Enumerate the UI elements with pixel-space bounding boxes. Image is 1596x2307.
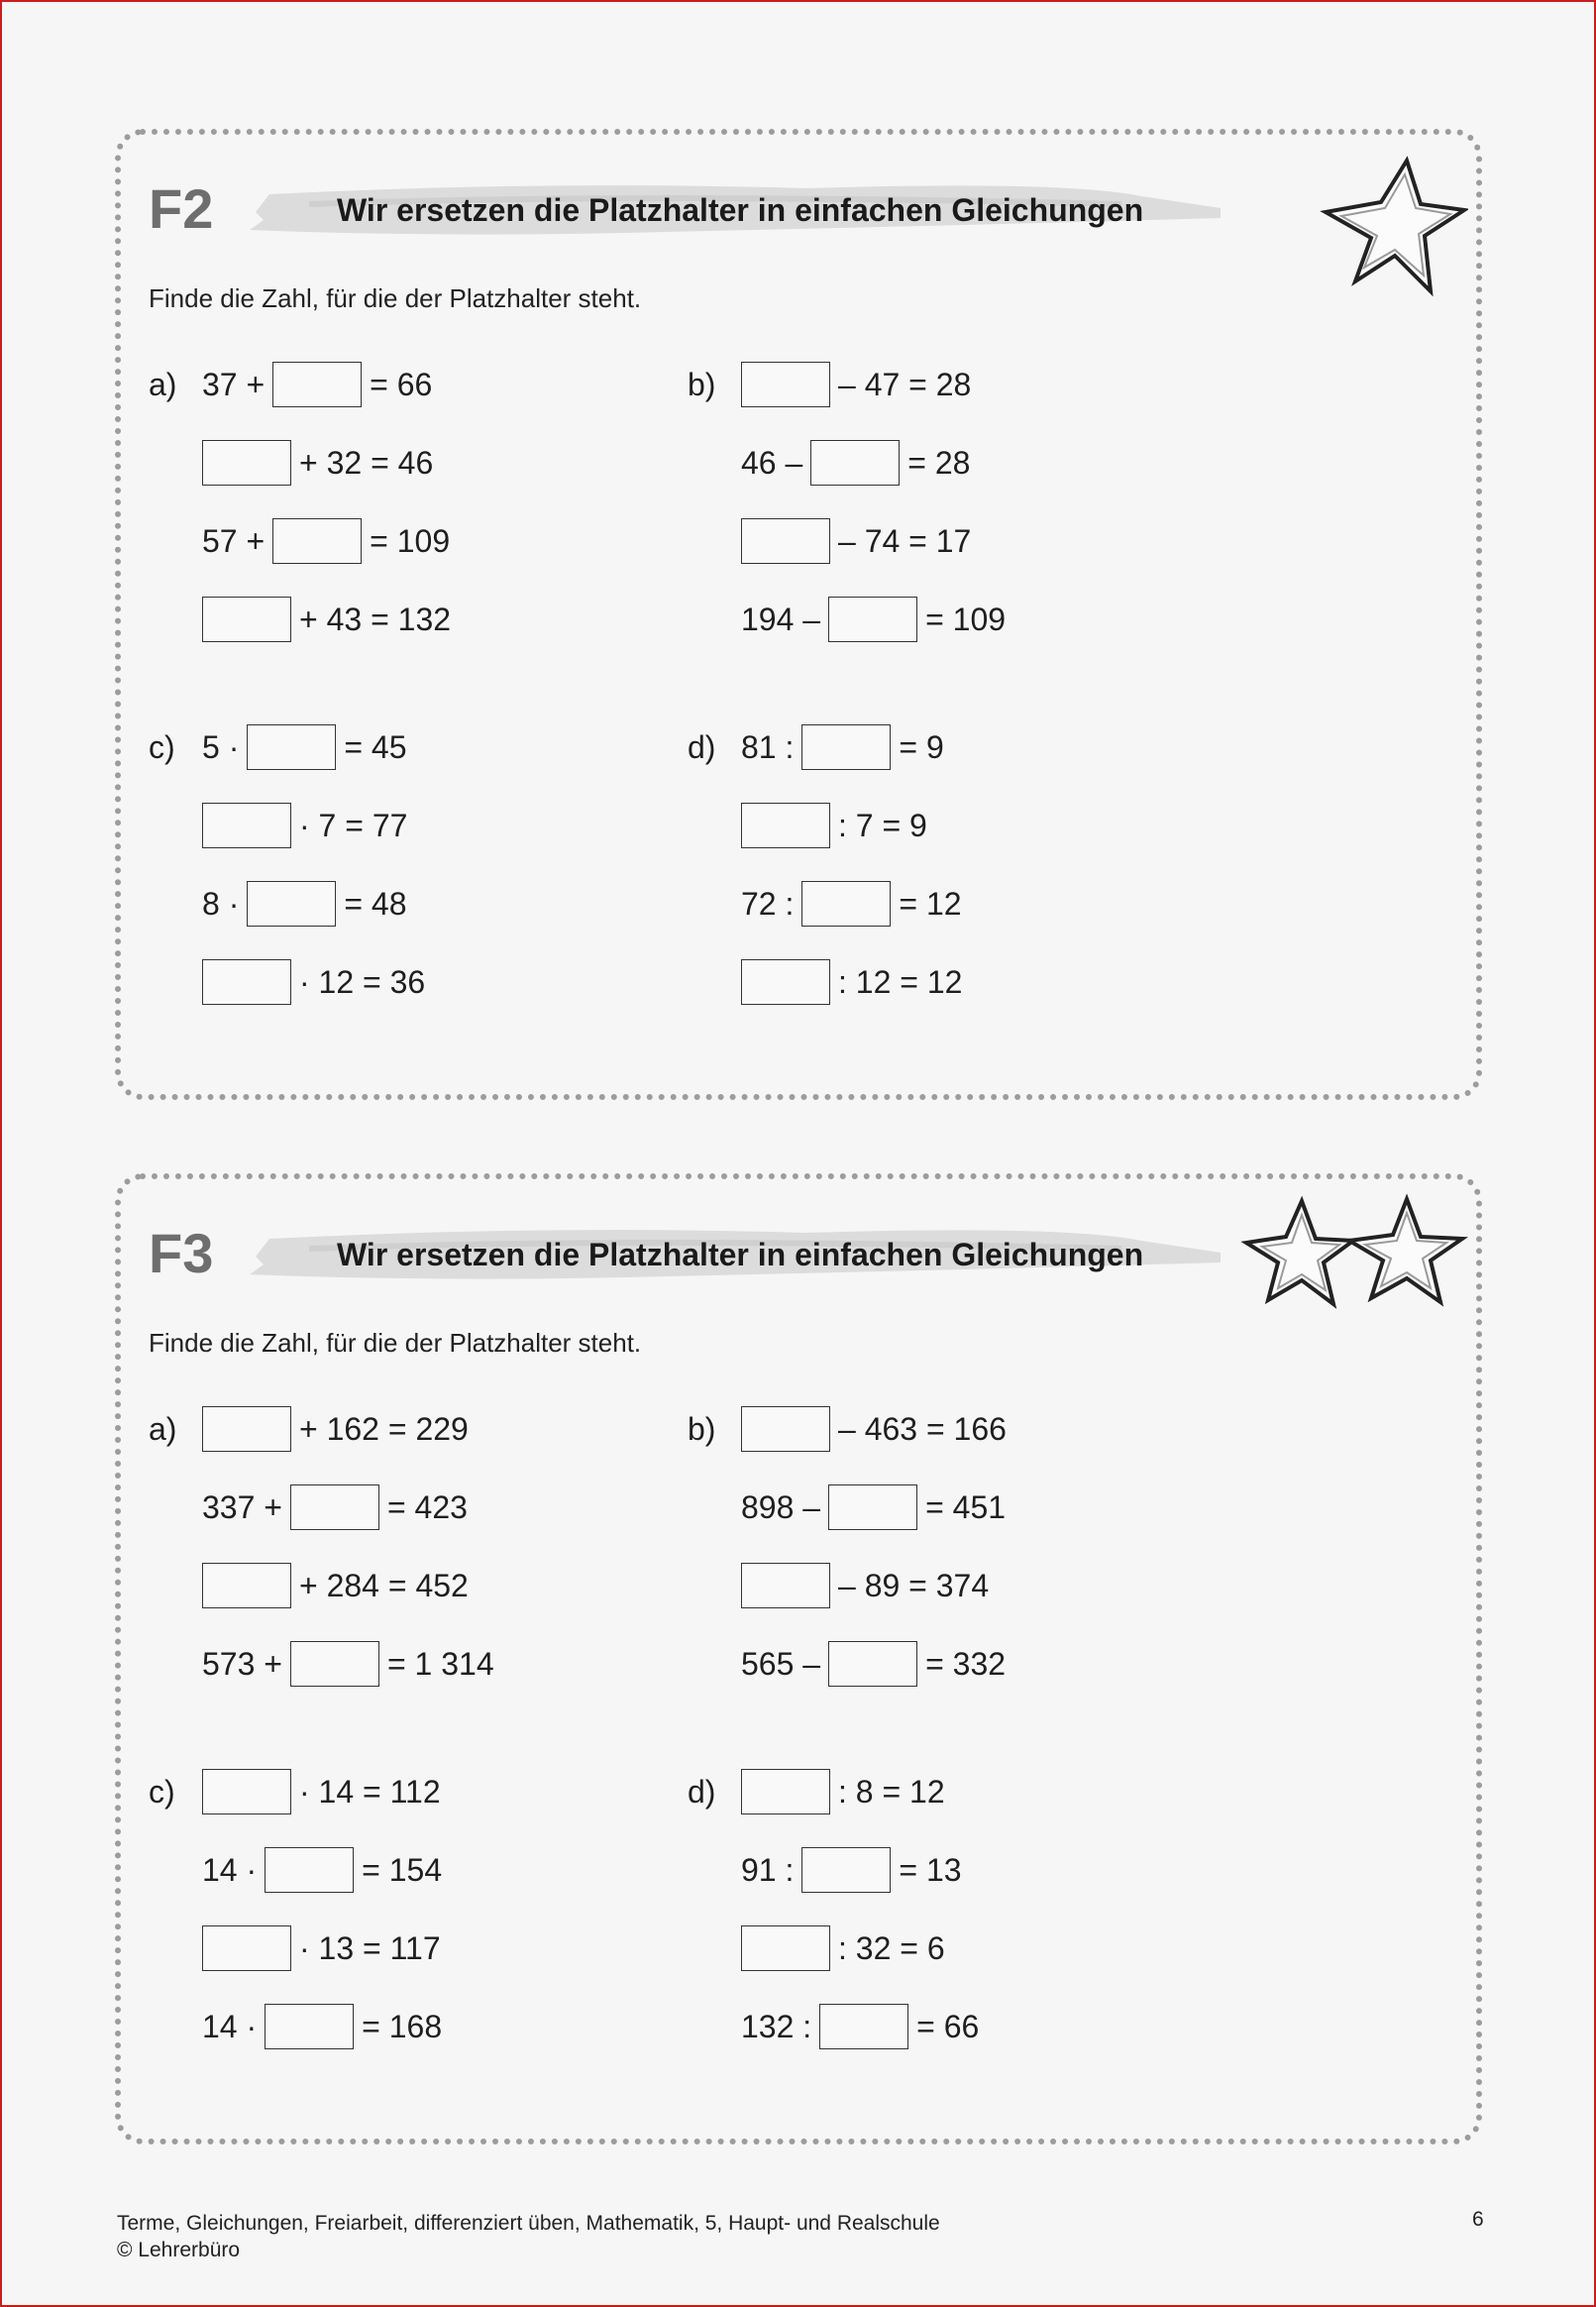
placeholder-box[interactable] — [741, 1925, 830, 1971]
equation — [741, 1405, 1007, 1453]
placeholder-box[interactable] — [290, 1484, 379, 1530]
placeholder-box[interactable] — [801, 881, 891, 927]
equation — [202, 723, 407, 771]
equation-right: = 109 — [370, 523, 451, 559]
placeholder-box[interactable] — [741, 1563, 830, 1608]
equation-right: · 14 = 112 — [299, 1774, 441, 1810]
placeholder-box[interactable] — [247, 724, 336, 770]
equation-right: = 9 — [899, 729, 944, 765]
placeholder-box[interactable] — [741, 518, 830, 564]
placeholder-box[interactable] — [741, 1769, 830, 1814]
placeholder-box[interactable] — [247, 881, 336, 927]
placeholder-box[interactable] — [819, 2004, 908, 2049]
equation-right: : 32 = 6 — [838, 1930, 945, 1966]
equation-right: = 28 — [907, 445, 971, 481]
equation — [741, 1924, 945, 1972]
equation — [741, 880, 962, 928]
equation — [202, 958, 425, 1006]
equation — [741, 723, 944, 771]
placeholder-box[interactable] — [202, 803, 291, 848]
equation-left: 72 : — [741, 886, 795, 922]
group-letter: b) — [688, 1411, 716, 1447]
equation — [202, 361, 432, 408]
task-title: Wir ersetzen die Platzhalter in einfachen Gleichungen — [337, 192, 1144, 228]
group-letter: b) — [688, 367, 716, 402]
equation-right: = 451 — [925, 1489, 1007, 1525]
placeholder-box[interactable] — [741, 959, 830, 1005]
placeholder-box[interactable] — [801, 724, 891, 770]
equation — [202, 880, 407, 928]
equation-left: 91 : — [741, 1852, 795, 1888]
equation-right: = 423 — [386, 1489, 468, 1525]
placeholder-box[interactable] — [810, 440, 900, 486]
equation-right: = 154 — [362, 1852, 443, 1888]
placeholder-box[interactable] — [828, 1484, 917, 1530]
equation-right: = 66 — [370, 367, 433, 402]
equation-right: = 332 — [925, 1646, 1007, 1682]
task-instruction: Finde die Zahl, für die der Platzhalter steht. — [149, 1328, 642, 1358]
group-letter: a) — [149, 367, 177, 402]
equation-left: 5 · — [202, 729, 240, 765]
two-stars-icon — [1240, 1191, 1478, 1310]
equation — [202, 1640, 494, 1688]
equation-right: · 7 = 77 — [299, 808, 408, 843]
equation — [202, 1562, 469, 1609]
equation-right: + 284 = 452 — [299, 1568, 469, 1603]
equation-right: = 1 314 — [386, 1646, 494, 1682]
placeholder-box[interactable] — [272, 518, 362, 564]
page-footer — [117, 2210, 940, 2263]
task-card-f2 — [115, 129, 1482, 1100]
equation — [202, 1924, 441, 1972]
equation-left: 898 – — [741, 1489, 821, 1525]
group-letter: d) — [688, 729, 716, 765]
equation-right: – 47 = 28 — [838, 367, 972, 402]
placeholder-box[interactable] — [272, 362, 362, 407]
equation-right: : 7 = 9 — [838, 808, 927, 843]
equation-right: = 48 — [344, 886, 407, 922]
equation-left: 81 : — [741, 729, 795, 765]
placeholder-box[interactable] — [801, 1847, 891, 1893]
equation — [202, 1846, 442, 1894]
equation-right: · 13 = 117 — [299, 1930, 441, 1966]
equation-right: = 45 — [344, 729, 407, 765]
equation — [202, 439, 433, 487]
group-letter: c) — [149, 1774, 175, 1810]
equation — [741, 1846, 962, 1894]
group-letter: a) — [149, 1411, 177, 1447]
equation — [202, 1768, 441, 1815]
task-title: Wir ersetzen die Platzhalter in einfachen Gleichungen — [337, 1237, 1144, 1272]
equation — [741, 361, 971, 408]
equation — [741, 596, 1006, 643]
equation — [202, 1405, 469, 1453]
equation-right: + 162 = 229 — [299, 1411, 469, 1447]
task-card-f3 — [115, 1173, 1482, 2144]
equation-right: = 109 — [925, 602, 1007, 637]
equation — [741, 439, 970, 487]
equation-left: 573 + — [202, 1646, 282, 1682]
equation-right: – 463 = 166 — [838, 1411, 1007, 1447]
task-code: F3 — [149, 1222, 214, 1284]
equation-right: = 12 — [899, 886, 962, 922]
placeholder-box[interactable] — [202, 440, 291, 486]
group-letter: c) — [149, 729, 175, 765]
placeholder-box[interactable] — [828, 1641, 917, 1687]
equation — [741, 1640, 1006, 1688]
equation-left: 57 + — [202, 523, 266, 559]
placeholder-box[interactable] — [202, 597, 291, 642]
equation-left: 194 – — [741, 602, 821, 637]
equation-left: 8 · — [202, 886, 240, 922]
equation-left: 37 + — [202, 367, 266, 402]
equation-right: : 12 = 12 — [838, 964, 963, 1000]
equation — [741, 2003, 979, 2050]
equation-left: 565 – — [741, 1646, 821, 1682]
equation-right: – 74 = 17 — [838, 523, 972, 559]
equation — [741, 802, 927, 849]
equation-left: 132 : — [741, 2009, 812, 2044]
equation-right: + 43 = 132 — [299, 602, 452, 637]
task-instruction: Finde die Zahl, für die der Platzhalter steht. — [149, 283, 642, 313]
placeholder-box[interactable] — [265, 2004, 354, 2049]
star-icon — [1320, 153, 1468, 301]
equation — [741, 1562, 989, 1609]
placeholder-box[interactable] — [741, 362, 830, 407]
equation-right: · 12 = 36 — [299, 964, 426, 1000]
placeholder-box[interactable] — [202, 1925, 291, 1971]
equation-right: = 13 — [899, 1852, 962, 1888]
equation — [741, 517, 971, 565]
equation — [202, 596, 451, 643]
equation — [741, 1483, 1006, 1531]
equation-right: – 89 = 374 — [838, 1568, 990, 1603]
equation-right: : 8 = 12 — [838, 1774, 945, 1810]
placeholder-box[interactable] — [265, 1847, 354, 1893]
equation-right: = 168 — [362, 2009, 443, 2044]
equation — [741, 1768, 945, 1815]
equation-right: + 32 = 46 — [299, 445, 434, 481]
equation-left: 14 · — [202, 1852, 258, 1888]
equation-left: 14 · — [202, 2009, 258, 2044]
equation-left: 337 + — [202, 1489, 282, 1525]
placeholder-box[interactable] — [202, 959, 291, 1005]
equation — [202, 1483, 468, 1531]
equation — [202, 802, 407, 849]
footer-copyright: © Lehrerbüro — [117, 2239, 241, 2261]
footer-source: Terme, Gleichungen, Freiarbeit, differenziert üben, Mathematik, 5, Haupt- und Realschule — [117, 2212, 940, 2235]
group-letter: d) — [688, 1774, 716, 1810]
task-code: F2 — [149, 177, 214, 240]
equation — [741, 958, 962, 1006]
placeholder-box[interactable] — [202, 1563, 291, 1608]
equation — [202, 2003, 442, 2050]
equation-right: = 66 — [916, 2009, 980, 2044]
placeholder-box[interactable] — [741, 803, 830, 848]
placeholder-box[interactable] — [202, 1769, 291, 1814]
placeholder-box[interactable] — [741, 1406, 830, 1452]
placeholder-box[interactable] — [290, 1641, 379, 1687]
placeholder-box[interactable] — [828, 597, 917, 642]
page-number: 6 — [1472, 2208, 1484, 2231]
placeholder-box[interactable] — [202, 1406, 291, 1452]
equation-left: 46 – — [741, 445, 803, 481]
equation — [202, 517, 450, 565]
